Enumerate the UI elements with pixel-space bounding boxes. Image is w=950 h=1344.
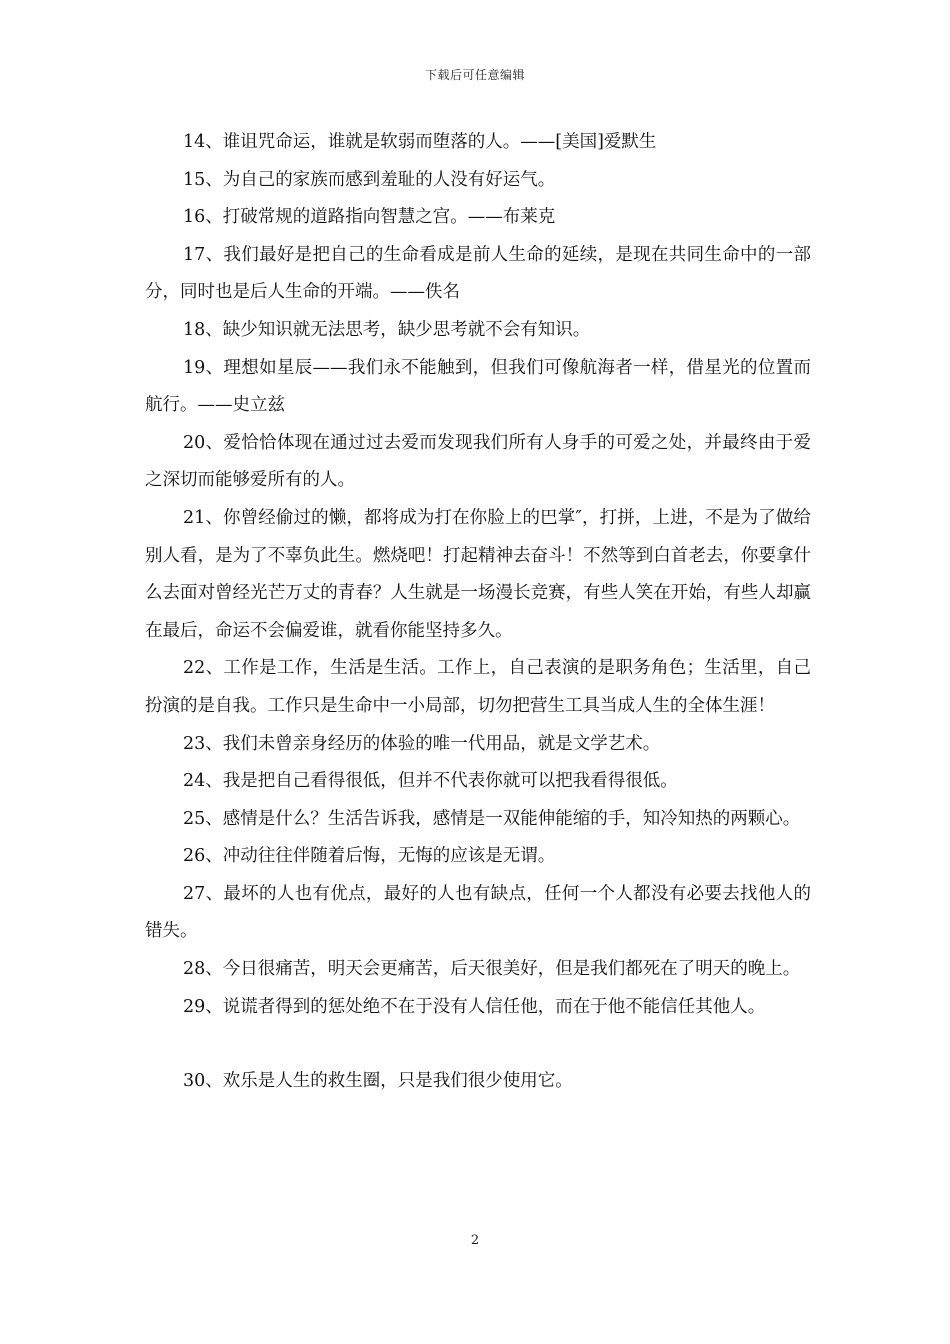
page-header: 下载后可任意编辑	[424, 68, 525, 82]
page-number: 2	[470, 1233, 480, 1248]
quote-paragraph-17: 17、我们最好是把自己的生命看成是前人生命的延续，是现在共同生命中的一部分，同时也是后人生命的开端。——佚名	[145, 244, 811, 303]
quote-paragraph-27: 27、最坏的人也有优点，最好的人也有缺点，任何一个人都没有必要去找他人的错失。	[145, 883, 811, 942]
quote-paragraph-30: 30、欢乐是人生的救生圈，只是我们很少使用它。	[183, 1071, 573, 1092]
quote-paragraph-24: 24、我是把自己看得很低，但并不代表你就可以把我看得很低。	[183, 771, 678, 792]
quote-paragraph-19: 19、理想如星辰——我们永不能触到，但我们可像航海者一样，借星光的位置而航行。——史立兹	[145, 357, 811, 416]
quote-paragraph-16: 16、打破常规的道路指向智慧之宫。——布莱克	[183, 207, 556, 228]
document-body	[145, 124, 811, 1101]
quote-paragraph-25: 25、感情是什么？生活告诉我，感情是一双能伸能缩的手，知冷知热的两颗心。	[183, 808, 801, 829]
quote-paragraph-18: 18、缺少知识就无法思考，缺少思考就不会有知识。	[183, 319, 591, 340]
quote-paragraph-20: 20、爱恰恰体现在通过过去爱而发现我们所有人身手的可爱之处，并最终由于爱之深切而能够爱所有的人。	[145, 432, 811, 491]
quote-paragraph-28: 28、今日很痛苦，明天会更痛苦，后天很美好，但是我们都死在了明天的晚上。	[183, 959, 801, 980]
quote-paragraph-14: 14、谁诅咒命运，谁就是软弱而堕落的人。——[美国]爱默生	[183, 132, 657, 152]
quote-paragraph-23: 23、我们未曾亲身经历的体验的唯一代用品，就是文学艺术。	[183, 733, 661, 754]
quote-paragraph-15: 15、为自己的家族而感到羞耻的人没有好运气。	[183, 169, 556, 190]
quote-paragraph-26: 26、冲动往往伴随着后悔，无悔的应该是无谓。	[183, 846, 556, 867]
quote-paragraph-22: 22、工作是工作，生活是生活。工作上，自己表演的是职务角色；生活里，自己扮演的是自我。工作只是生命中一小局部，切勿把营生工具当成人生的全体生涯！	[145, 658, 811, 716]
quote-paragraph-29: 29、说谎者得到的惩处绝不在于没有人信任他，而在于他不能信任其他人。	[183, 996, 766, 1017]
quote-paragraph-21: 21、你曾经偷过的懒，都将成为打在你脸上的巴掌″，打拼，上进，不是为了做给别人看，是为了不辜负此生。燃烧吧！打起精神去奋斗！不然等到白首老去，你要拿什么去面对曾经光芒万丈的青春？人生就是一场漫长竞赛，有些人笑在开始，有些人却赢在最后，命运不会偏爱谁，就看你能坚持多久。	[145, 507, 811, 641]
